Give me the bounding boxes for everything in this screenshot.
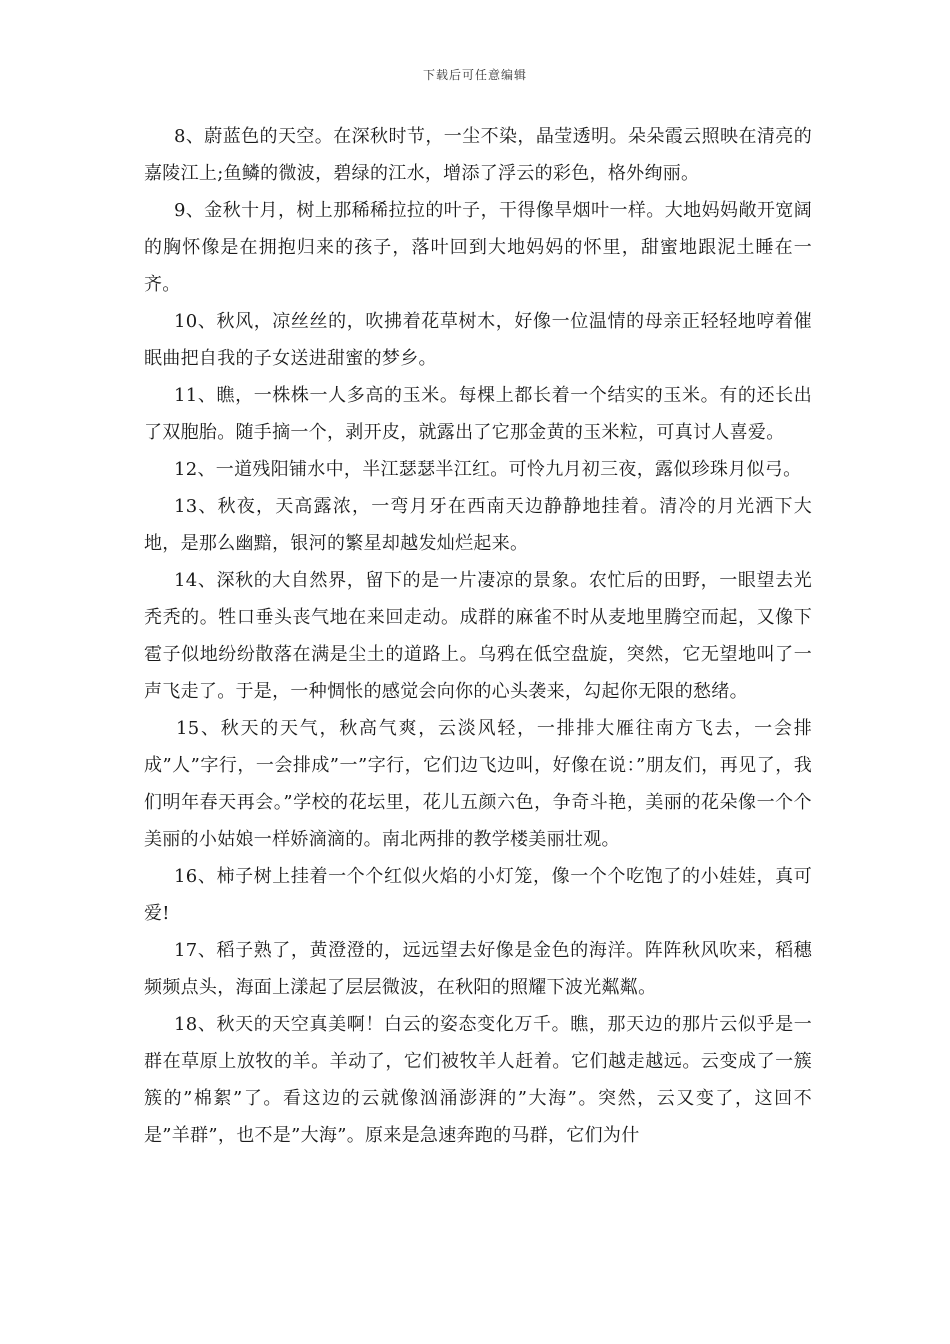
paragraph-18: 18、秋天的天空真美啊！白云的姿态变化万千。瞧，那天边的那片云似乎是一群在草原上放牧的羊。羊动了，它们被牧羊人赶着。它们越走越远。云变成了一簇簇的”棉絮”了。看这边的云就像汹涌澎湃的”大海”。突然，云又变了，这回不是”羊群”，也不是”大海”。原来是急速奔跑的马群，它们为什 (144, 1014, 812, 1146)
paragraph-15: 15、秋天的天气，秋高气爽，云淡风轻，一排排大雁往南方飞去，一会排成”人”字行，一会排成”一”字行，它们边飞边叫，好像在说：”朋友们，再见了，我们明年春天再会。”学校的花坛里，花儿五颜六色，争奇斗艳，美丽的花朵像一个个美丽的小姑娘一样娇滴滴的。南北两排的教学楼美丽壮观。 (144, 718, 812, 850)
paragraph-16: 16、柿子树上挂着一个个红似火焰的小灯笼，像一个个吃饱了的小娃娃，真可爱! (144, 866, 812, 924)
paragraph-14: 14、深秋的大自然界，留下的是一片凄凉的景象。农忙后的田野，一眼望去光秃秃的。牲口垂头丧气地在来回走动。成群的麻雀不时从麦地里腾空而起，又像下雹子似地纷纷散落在满是尘土的道路上。乌鸦在低空盘旋，突然，它无望地叫了一声飞走了。于是，一种惆怅的感觉会向你的心头袭来，勾起你无限的愁绪。 (144, 570, 812, 702)
paragraph-11: 11、瞧，一株株一人多高的玉米。每棵上都长着一个结实的玉米。有的还长出了双胞胎。随手摘一个，剥开皮，就露出了它那金黄的玉米粒，可真讨人喜爱。 (144, 385, 812, 443)
paragraph-13: 13、秋夜，天高露浓，一弯月牙在西南天边静静地挂着。清冷的月光洒下大地，是那么幽黯，银河的繁星却越发灿烂起来。 (144, 496, 812, 554)
paragraph-8: 8、蔚蓝色的天空。在深秋时节，一尘不染，晶莹透明。朵朵霞云照映在清亮的嘉陵江上;鱼鳞的微波，碧绿的江水，增添了浮云的彩色，格外绚丽。 (144, 126, 812, 184)
document-body (144, 118, 812, 1154)
paragraph-17: 17、稻子熟了，黄澄澄的，远远望去好像是金色的海洋。阵阵秋风吹来，稻穗频频点头，海面上漾起了层层微波，在秋阳的照耀下波光粼粼。 (144, 940, 812, 998)
paragraph-9: 9、金秋十月，树上那稀稀拉拉的叶子，干得像旱烟叶一样。大地妈妈敞开宽阔的胸怀像是在拥抱归来的孩子，落叶回到大地妈妈的怀里，甜蜜地跟泥土睡在一齐。 (144, 200, 812, 295)
paragraph-10: 10、秋风，凉丝丝的，吹拂着花草树木，好像一位温情的母亲正轻轻地哼着催眠曲把自我的子女送进甜蜜的梦乡。 (144, 311, 812, 369)
paragraph-12: 12、一道残阳铺水中，半江瑟瑟半江红。可怜九月初三夜，露似珍珠月似弓。 (174, 459, 802, 480)
page-header: 下载后可任意编辑 (422, 68, 527, 82)
